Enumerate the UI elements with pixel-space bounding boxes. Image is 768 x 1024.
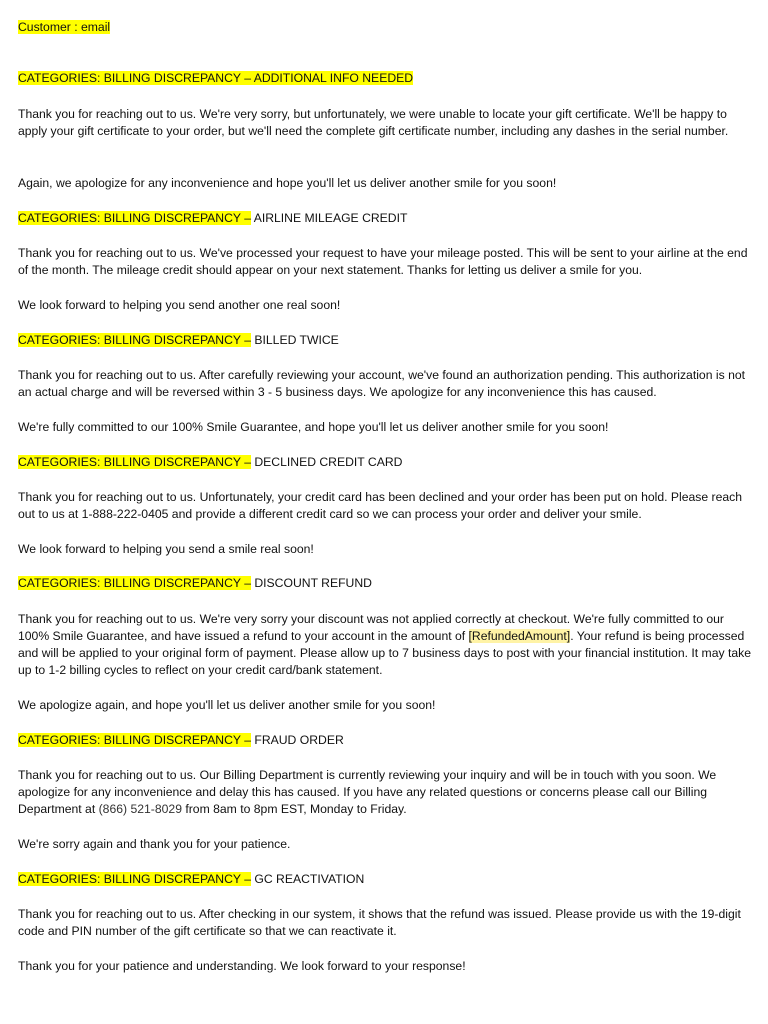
- category-heading: [18, 210, 407, 227]
- heading-rest: BILLED TWICE: [250, 333, 339, 347]
- response-body: Thank you for reaching out to us. Our Billing Department is currently reviewing your inquiry and will be in touch with you soon. We apologize for any inconvenience and delay this has caused. If you have any related questions or concerns please call our Billing Department at (866) 521-8029 from 8am to 8pm EST, Monday to Friday.: [18, 768, 717, 816]
- response-closing: We look forward to helping you send another one real soon!: [18, 298, 341, 312]
- response-closing: We're sorry again and thank you for your patience.: [18, 837, 291, 851]
- response-body: Thank you for reaching out to us. We're very sorry, but unfortunately, we were unable to locate your gift certificate. We'll be happy to apply your gift certificate to your order, but we'll need the complete gift certificate number, including any dashes in the serial number.: [18, 107, 729, 138]
- category-heading: [18, 454, 402, 471]
- heading-rest: DISCOUNT REFUND: [250, 576, 372, 590]
- response-body: Thank you for reaching out to us. We're very sorry your discount was not applied correctly at checkout. We're fully committed to our 100% Smile Guarantee, and have issued a refund to your account in the amount of [RefundedAmount]. Your refund is being processed and will be applied to your original form of payment. Please allow up to 7 business days to post with your financial institution. It may take up to 1-2 billing cycles to reflect on your credit card/bank statement.: [18, 612, 751, 677]
- heading-rest: AIRLINE MILEAGE CREDIT: [250, 211, 408, 225]
- category-heading: [18, 575, 372, 592]
- heading-highlight: CATEGORIES: BILLING DISCREPANCY –: [18, 872, 251, 886]
- category-heading: [18, 871, 364, 888]
- category-heading: [18, 70, 413, 87]
- response-closing: We apologize again, and hope you'll let us deliver another smile for you soon!: [18, 698, 436, 712]
- response-closing: We look forward to helping you send a smile real soon!: [18, 542, 314, 556]
- response-body: Thank you for reaching out to us. Unfortunately, your credit card has been declined and your order has been put on hold. Please reach out to us at 1-888-222-0405 and provide a different credit card so we can process your order and deliver your smile.: [18, 490, 743, 521]
- response-closing: Again, we apologize for any inconvenience and hope you'll let us deliver another smile for you soon!: [18, 176, 557, 190]
- billing-phone-number: (866) 521-8029: [98, 802, 182, 816]
- heading-highlight: CATEGORIES: BILLING DISCREPANCY –: [18, 211, 251, 225]
- response-body: Thank you for reaching out to us. We've processed your request to have your mileage posted. This will be sent to your airline at the end of the month. The mileage credit should appear on your next statement. Thanks for letting us deliver a smile for you.: [18, 246, 748, 277]
- heading-highlight: CATEGORIES: BILLING DISCREPANCY –: [18, 333, 251, 347]
- category-heading: [18, 732, 344, 749]
- heading-rest: GC REACTIVATION: [250, 872, 365, 886]
- heading-highlight: CATEGORIES: BILLING DISCREPANCY –: [18, 455, 251, 469]
- customer-line: Customer : email: [18, 20, 111, 34]
- category-heading: [18, 332, 339, 349]
- response-closing: Thank you for your patience and understanding. We look forward to your response!: [18, 959, 466, 973]
- refunded-amount-placeholder: [RefundedAmount]: [468, 629, 571, 643]
- heading-highlight: CATEGORIES: BILLING DISCREPANCY –: [18, 733, 251, 747]
- response-closing: We're fully committed to our 100% Smile Guarantee, and hope you'll let us deliver another smile for you soon!: [18, 420, 609, 434]
- heading-rest: FRAUD ORDER: [250, 733, 344, 747]
- heading-rest: DECLINED CREDIT CARD: [250, 455, 403, 469]
- response-body: Thank you for reaching out to us. After checking in our system, it shows that the refund was issued. Please provide us with the 19-digit code and PIN number of the gift certificate so that we can reactivate it.: [18, 907, 741, 938]
- response-body: Thank you for reaching out to us. After carefully reviewing your account, we've found an authorization pending. This authorization is not an actual charge and will be reversed within 3 - 5 business days. We apologize for any inconvenience this has caused.: [18, 368, 746, 399]
- heading-highlight: CATEGORIES: BILLING DISCREPANCY –: [18, 576, 251, 590]
- heading-highlight: CATEGORIES: BILLING DISCREPANCY – ADDITIONAL INFO NEEDED: [18, 71, 414, 85]
